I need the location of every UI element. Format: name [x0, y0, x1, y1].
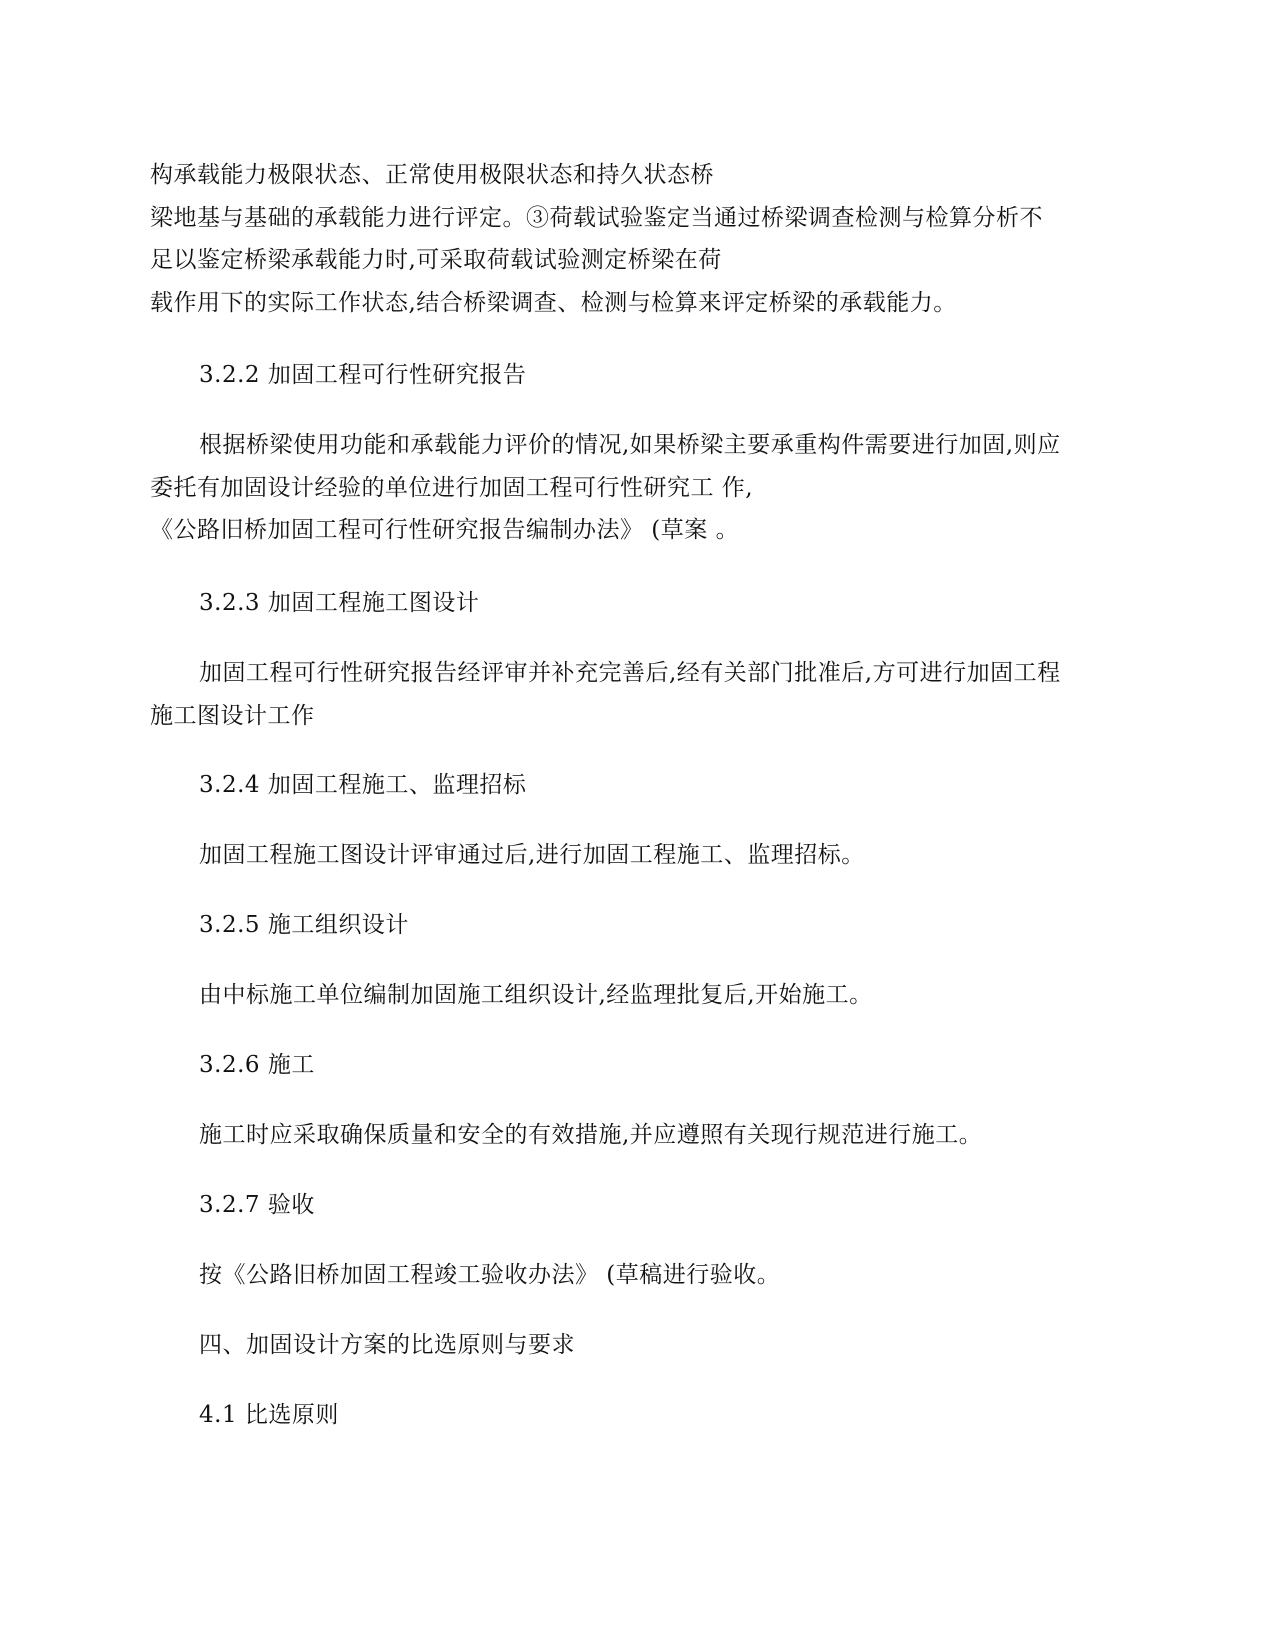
paragraph-line: 由中标施工单位编制加固施工组织设计,经监理批复后,开始施工。 [199, 982, 873, 1008]
paragraph-line: 按《公路旧桥加固工程竣工验收办法》 (草稿进行验收。 [199, 1262, 781, 1288]
paragraph-line: 足以鉴定桥梁承载能力时,可采取荷载试验测定桥梁在荷 [150, 247, 722, 273]
section-heading-3-2-6: 3.2.6 施工 [199, 1052, 315, 1078]
paragraph-line: 施工图设计工作 [150, 703, 315, 729]
paragraph-line: 加固工程可行性研究报告经评审并补充完善后,经有关部门批准后,方可进行加固工程 [199, 660, 1061, 686]
section-heading-3-2-4: 3.2.4 加固工程施工、监理招标 [199, 772, 527, 798]
paragraph-line: 加固工程施工图设计评审通过后,进行加固工程施工、监理招标。 [199, 842, 865, 868]
paragraph-line: 载作用下的实际工作状态,结合桥梁调查、检测与检算来评定桥梁的承载能力。 [150, 290, 957, 316]
section-heading-3-2-7: 3.2.7 验收 [199, 1192, 315, 1218]
paragraph-line: 委托有加固设计经验的单位进行加固工程可行性研究工 作, [150, 475, 754, 501]
paragraph-line: 施工时应采取确保质量和安全的有效措施,并应遵照有关现行规范进行施工。 [199, 1122, 983, 1148]
paragraph-line: 根据桥梁使用功能和承载能力评价的情况,如果桥梁主要承重构件需要进行加固,则应 [199, 432, 1061, 458]
chapter-heading-4: 四、加固设计方案的比选原则与要求 [199, 1332, 575, 1358]
paragraph-line: 构承载能力极限状态、正常使用极限状态和持久状态桥 [150, 162, 714, 188]
paragraph-line: 《公路旧桥加固工程可行性研究报告编制办法》 (草案 。 [150, 517, 740, 543]
paragraph-line: 梁地基与基础的承载能力进行评定。③荷载试验鉴定当通过桥梁调查检测与检算分析不 [150, 205, 1043, 231]
section-heading-3-2-3: 3.2.3 加固工程施工图设计 [199, 590, 480, 616]
section-heading-4-1: 4.1 比选原则 [199, 1402, 339, 1428]
section-heading-3-2-2: 3.2.2 加固工程可行性研究报告 [199, 362, 527, 388]
section-heading-3-2-5: 3.2.5 施工组织设计 [199, 912, 409, 938]
